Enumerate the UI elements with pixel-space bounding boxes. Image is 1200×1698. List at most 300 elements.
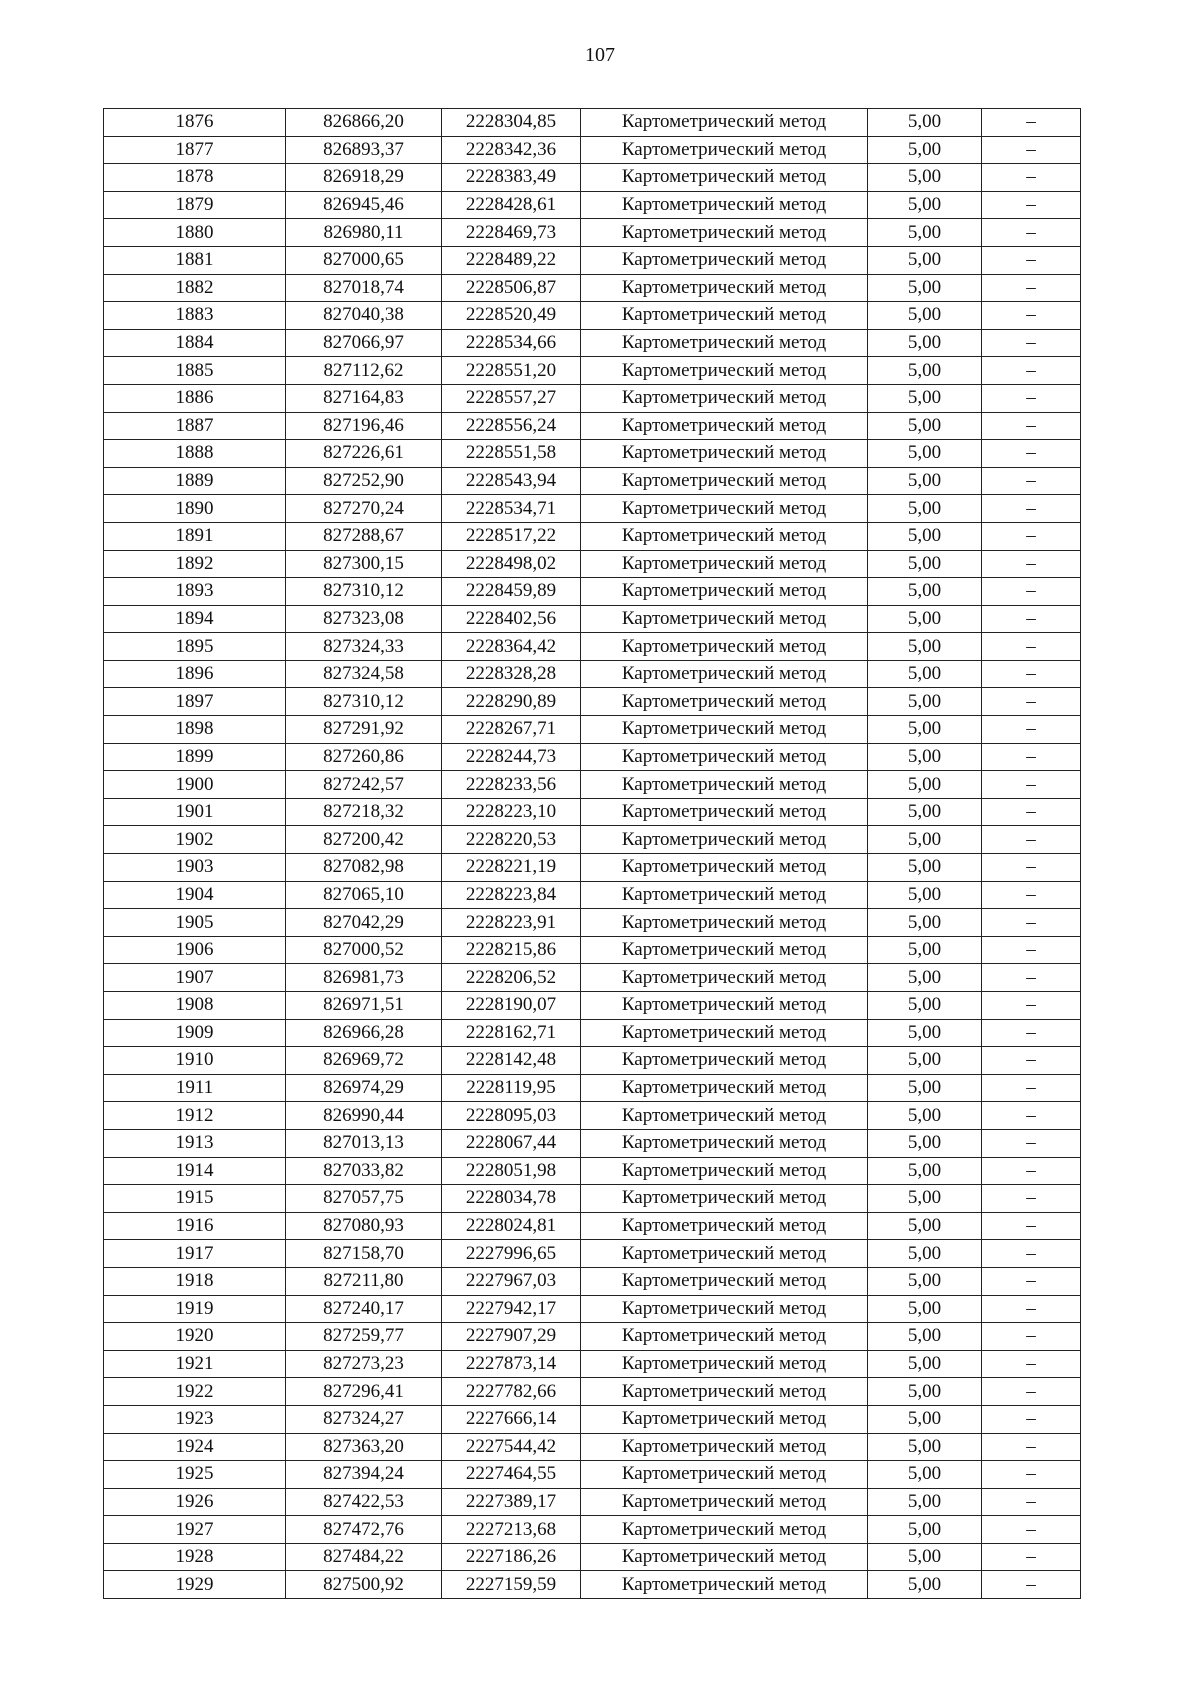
precision-cell: 5,00	[868, 440, 982, 468]
x-coordinate-cell: 827324,27	[286, 1405, 442, 1433]
x-coordinate-cell: 827252,90	[286, 467, 442, 495]
precision-cell: 5,00	[868, 1019, 982, 1047]
y-coordinate-cell: 2227186,26	[442, 1543, 581, 1571]
description-cell: –	[982, 302, 1081, 330]
precision-cell: 5,00	[868, 992, 982, 1020]
point-number-cell: 1922	[104, 1378, 286, 1406]
point-number-cell: 1892	[104, 550, 286, 578]
y-coordinate-cell: 2228142,48	[442, 1047, 581, 1075]
description-cell: –	[982, 798, 1081, 826]
point-number-cell: 1926	[104, 1488, 286, 1516]
y-coordinate-cell: 2228215,86	[442, 936, 581, 964]
point-number-cell: 1883	[104, 302, 286, 330]
description-cell: –	[982, 136, 1081, 164]
description-cell: –	[982, 219, 1081, 247]
y-coordinate-cell: 2228162,71	[442, 1019, 581, 1047]
x-coordinate-cell: 826980,11	[286, 219, 442, 247]
x-coordinate-cell: 826974,29	[286, 1074, 442, 1102]
point-number-cell: 1902	[104, 826, 286, 854]
point-number-cell: 1916	[104, 1212, 286, 1240]
description-cell: –	[982, 578, 1081, 606]
point-number-cell: 1906	[104, 936, 286, 964]
table-row	[104, 384, 1081, 412]
precision-cell: 5,00	[868, 771, 982, 799]
page-number: 107	[585, 44, 615, 66]
point-number-cell: 1914	[104, 1157, 286, 1185]
table-row	[104, 716, 1081, 744]
precision-cell: 5,00	[868, 688, 982, 716]
x-coordinate-cell: 826966,28	[286, 1019, 442, 1047]
x-coordinate-cell: 826990,44	[286, 1102, 442, 1130]
table-row	[104, 798, 1081, 826]
precision-cell: 5,00	[868, 716, 982, 744]
table-row	[104, 1157, 1081, 1185]
description-cell: –	[982, 633, 1081, 661]
y-coordinate-cell: 2227942,17	[442, 1295, 581, 1323]
y-coordinate-cell: 2228095,03	[442, 1102, 581, 1130]
description-cell: –	[982, 1516, 1081, 1544]
point-number-cell: 1880	[104, 219, 286, 247]
table-row	[104, 1543, 1081, 1571]
table-row	[104, 495, 1081, 523]
point-number-cell: 1899	[104, 743, 286, 771]
y-coordinate-cell: 2228223,10	[442, 798, 581, 826]
y-coordinate-cell: 2228517,22	[442, 522, 581, 550]
precision-cell: 5,00	[868, 495, 982, 523]
x-coordinate-cell: 827218,32	[286, 798, 442, 826]
x-coordinate-cell: 827000,52	[286, 936, 442, 964]
precision-cell: 5,00	[868, 329, 982, 357]
point-number-cell: 1910	[104, 1047, 286, 1075]
precision-cell: 5,00	[868, 1267, 982, 1295]
precision-cell: 5,00	[868, 522, 982, 550]
method-cell: Картометрический метод	[581, 1129, 868, 1157]
x-coordinate-cell: 827200,42	[286, 826, 442, 854]
y-coordinate-cell: 2228428,61	[442, 191, 581, 219]
description-cell: –	[982, 826, 1081, 854]
precision-cell: 5,00	[868, 467, 982, 495]
precision-cell: 5,00	[868, 1240, 982, 1268]
description-cell: –	[982, 1488, 1081, 1516]
y-coordinate-cell: 2227159,59	[442, 1571, 581, 1599]
table-row	[104, 1405, 1081, 1433]
x-coordinate-cell: 827273,23	[286, 1350, 442, 1378]
point-number-cell: 1890	[104, 495, 286, 523]
table-row	[104, 109, 1081, 137]
y-coordinate-cell: 2227873,14	[442, 1350, 581, 1378]
point-number-cell: 1884	[104, 329, 286, 357]
method-cell: Картометрический метод	[581, 1571, 868, 1599]
y-coordinate-cell: 2228221,19	[442, 854, 581, 882]
precision-cell: 5,00	[868, 1212, 982, 1240]
precision-cell: 5,00	[868, 854, 982, 882]
method-cell: Картометрический метод	[581, 440, 868, 468]
method-cell: Картометрический метод	[581, 1240, 868, 1268]
x-coordinate-cell: 827040,38	[286, 302, 442, 330]
y-coordinate-cell: 2228067,44	[442, 1129, 581, 1157]
method-cell: Картометрический метод	[581, 246, 868, 274]
method-cell: Картометрический метод	[581, 1350, 868, 1378]
precision-cell: 5,00	[868, 136, 982, 164]
description-cell: –	[982, 1461, 1081, 1489]
method-cell: Картометрический метод	[581, 881, 868, 909]
table-row	[104, 578, 1081, 606]
method-cell: Картометрический метод	[581, 219, 868, 247]
point-number-cell: 1885	[104, 357, 286, 385]
x-coordinate-cell: 827394,24	[286, 1461, 442, 1489]
description-cell: –	[982, 716, 1081, 744]
description-cell: –	[982, 688, 1081, 716]
y-coordinate-cell: 2228051,98	[442, 1157, 581, 1185]
precision-cell: 5,00	[868, 357, 982, 385]
table-row	[104, 136, 1081, 164]
table-row	[104, 1240, 1081, 1268]
method-cell: Картометрический метод	[581, 1543, 868, 1571]
precision-cell: 5,00	[868, 936, 982, 964]
x-coordinate-cell: 826866,20	[286, 109, 442, 137]
table-row	[104, 1267, 1081, 1295]
method-cell: Картометрический метод	[581, 964, 868, 992]
precision-cell: 5,00	[868, 1543, 982, 1571]
point-number-cell: 1895	[104, 633, 286, 661]
point-number-cell: 1896	[104, 660, 286, 688]
table-row	[104, 1378, 1081, 1406]
precision-cell: 5,00	[868, 1157, 982, 1185]
x-coordinate-cell: 827158,70	[286, 1240, 442, 1268]
x-coordinate-cell: 826918,29	[286, 164, 442, 192]
x-coordinate-cell: 827042,29	[286, 909, 442, 937]
description-cell: –	[982, 1543, 1081, 1571]
point-number-cell: 1877	[104, 136, 286, 164]
method-cell: Картометрический метод	[581, 936, 868, 964]
description-cell: –	[982, 936, 1081, 964]
table-row	[104, 660, 1081, 688]
y-coordinate-cell: 2228233,56	[442, 771, 581, 799]
table-row	[104, 633, 1081, 661]
table-row	[104, 357, 1081, 385]
method-cell: Картометрический метод	[581, 1267, 868, 1295]
precision-cell: 5,00	[868, 826, 982, 854]
method-cell: Картометрический метод	[581, 384, 868, 412]
y-coordinate-cell: 2228534,71	[442, 495, 581, 523]
method-cell: Картометрический метод	[581, 771, 868, 799]
x-coordinate-cell: 827472,76	[286, 1516, 442, 1544]
point-number-cell: 1889	[104, 467, 286, 495]
y-coordinate-cell: 2228119,95	[442, 1074, 581, 1102]
precision-cell: 5,00	[868, 1185, 982, 1213]
table-row	[104, 1102, 1081, 1130]
description-cell: –	[982, 357, 1081, 385]
description-cell: –	[982, 467, 1081, 495]
x-coordinate-cell: 827324,58	[286, 660, 442, 688]
y-coordinate-cell: 2228506,87	[442, 274, 581, 302]
y-coordinate-cell: 2227666,14	[442, 1405, 581, 1433]
method-cell: Картометрический метод	[581, 1157, 868, 1185]
method-cell: Картометрический метод	[581, 1433, 868, 1461]
y-coordinate-cell: 2228402,56	[442, 605, 581, 633]
precision-cell: 5,00	[868, 1074, 982, 1102]
precision-cell: 5,00	[868, 302, 982, 330]
point-number-cell: 1879	[104, 191, 286, 219]
table-row	[104, 1571, 1081, 1599]
point-number-cell: 1881	[104, 246, 286, 274]
y-coordinate-cell: 2227967,03	[442, 1267, 581, 1295]
description-cell: –	[982, 1323, 1081, 1351]
point-number-cell: 1924	[104, 1433, 286, 1461]
description-cell: –	[982, 1157, 1081, 1185]
x-coordinate-cell: 827000,65	[286, 246, 442, 274]
method-cell: Картометрический метод	[581, 854, 868, 882]
coordinates-table	[103, 108, 1081, 1599]
x-coordinate-cell: 827288,67	[286, 522, 442, 550]
y-coordinate-cell: 2228290,89	[442, 688, 581, 716]
precision-cell: 5,00	[868, 412, 982, 440]
point-number-cell: 1928	[104, 1543, 286, 1571]
table-row	[104, 1295, 1081, 1323]
y-coordinate-cell: 2227213,68	[442, 1516, 581, 1544]
table-row	[104, 1323, 1081, 1351]
table-row	[104, 219, 1081, 247]
precision-cell: 5,00	[868, 578, 982, 606]
y-coordinate-cell: 2228267,71	[442, 716, 581, 744]
method-cell: Картометрический метод	[581, 1185, 868, 1213]
table-row	[104, 743, 1081, 771]
x-coordinate-cell: 827422,53	[286, 1488, 442, 1516]
x-coordinate-cell: 827310,12	[286, 578, 442, 606]
point-number-cell: 1893	[104, 578, 286, 606]
point-number-cell: 1904	[104, 881, 286, 909]
x-coordinate-cell: 827018,74	[286, 274, 442, 302]
table-row	[104, 964, 1081, 992]
description-cell: –	[982, 440, 1081, 468]
x-coordinate-cell: 827226,61	[286, 440, 442, 468]
table-row	[104, 329, 1081, 357]
method-cell: Картометрический метод	[581, 1516, 868, 1544]
description-cell: –	[982, 1295, 1081, 1323]
x-coordinate-cell: 827310,12	[286, 688, 442, 716]
point-number-cell: 1918	[104, 1267, 286, 1295]
precision-cell: 5,00	[868, 798, 982, 826]
table-row	[104, 1461, 1081, 1489]
x-coordinate-cell: 827260,86	[286, 743, 442, 771]
point-number-cell: 1905	[104, 909, 286, 937]
method-cell: Картометрический метод	[581, 992, 868, 1020]
coordinates-table-body	[104, 109, 1081, 1599]
point-number-cell: 1920	[104, 1323, 286, 1351]
description-cell: –	[982, 660, 1081, 688]
description-cell: –	[982, 1240, 1081, 1268]
precision-cell: 5,00	[868, 1488, 982, 1516]
x-coordinate-cell: 827323,08	[286, 605, 442, 633]
method-cell: Картометрический метод	[581, 1378, 868, 1406]
x-coordinate-cell: 827196,46	[286, 412, 442, 440]
table-row	[104, 246, 1081, 274]
description-cell: –	[982, 1129, 1081, 1157]
precision-cell: 5,00	[868, 219, 982, 247]
table-row	[104, 412, 1081, 440]
precision-cell: 5,00	[868, 1405, 982, 1433]
description-cell: –	[982, 1074, 1081, 1102]
method-cell: Картометрический метод	[581, 1019, 868, 1047]
table-row	[104, 909, 1081, 937]
description-cell: –	[982, 1019, 1081, 1047]
point-number-cell: 1891	[104, 522, 286, 550]
point-number-cell: 1927	[104, 1516, 286, 1544]
precision-cell: 5,00	[868, 1516, 982, 1544]
point-number-cell: 1903	[104, 854, 286, 882]
table-row	[104, 1047, 1081, 1075]
point-number-cell: 1898	[104, 716, 286, 744]
x-coordinate-cell: 827066,97	[286, 329, 442, 357]
precision-cell: 5,00	[868, 191, 982, 219]
method-cell: Картометрический метод	[581, 716, 868, 744]
method-cell: Картометрический метод	[581, 357, 868, 385]
description-cell: –	[982, 854, 1081, 882]
x-coordinate-cell: 827500,92	[286, 1571, 442, 1599]
precision-cell: 5,00	[868, 550, 982, 578]
point-number-cell: 1908	[104, 992, 286, 1020]
description-cell: –	[982, 329, 1081, 357]
description-cell: –	[982, 191, 1081, 219]
y-coordinate-cell: 2228383,49	[442, 164, 581, 192]
description-cell: –	[982, 384, 1081, 412]
x-coordinate-cell: 827242,57	[286, 771, 442, 799]
point-number-cell: 1882	[104, 274, 286, 302]
x-coordinate-cell: 827013,13	[286, 1129, 442, 1157]
description-cell: –	[982, 246, 1081, 274]
y-coordinate-cell: 2228190,07	[442, 992, 581, 1020]
description-cell: –	[982, 1378, 1081, 1406]
point-number-cell: 1894	[104, 605, 286, 633]
x-coordinate-cell: 827259,77	[286, 1323, 442, 1351]
precision-cell: 5,00	[868, 1378, 982, 1406]
y-coordinate-cell: 2228223,84	[442, 881, 581, 909]
method-cell: Картометрический метод	[581, 1461, 868, 1489]
x-coordinate-cell: 827291,92	[286, 716, 442, 744]
description-cell: –	[982, 495, 1081, 523]
x-coordinate-cell: 827164,83	[286, 384, 442, 412]
y-coordinate-cell: 2228220,53	[442, 826, 581, 854]
x-coordinate-cell: 826969,72	[286, 1047, 442, 1075]
description-cell: –	[982, 1212, 1081, 1240]
y-coordinate-cell: 2228534,66	[442, 329, 581, 357]
precision-cell: 5,00	[868, 1129, 982, 1157]
table-row	[104, 1129, 1081, 1157]
point-number-cell: 1876	[104, 109, 286, 137]
table-row	[104, 1350, 1081, 1378]
table-row	[104, 164, 1081, 192]
x-coordinate-cell: 827065,10	[286, 881, 442, 909]
y-coordinate-cell: 2228304,85	[442, 109, 581, 137]
y-coordinate-cell: 2227389,17	[442, 1488, 581, 1516]
description-cell: –	[982, 550, 1081, 578]
description-cell: –	[982, 909, 1081, 937]
y-coordinate-cell: 2228551,20	[442, 357, 581, 385]
method-cell: Картометрический метод	[581, 605, 868, 633]
x-coordinate-cell: 826893,37	[286, 136, 442, 164]
precision-cell: 5,00	[868, 274, 982, 302]
table-row	[104, 688, 1081, 716]
y-coordinate-cell: 2228206,52	[442, 964, 581, 992]
x-coordinate-cell: 827057,75	[286, 1185, 442, 1213]
x-coordinate-cell: 827363,20	[286, 1433, 442, 1461]
point-number-cell: 1921	[104, 1350, 286, 1378]
method-cell: Картометрический метод	[581, 1212, 868, 1240]
point-number-cell: 1919	[104, 1295, 286, 1323]
description-cell: –	[982, 1047, 1081, 1075]
method-cell: Картометрический метод	[581, 633, 868, 661]
method-cell: Картометрический метод	[581, 1102, 868, 1130]
point-number-cell: 1915	[104, 1185, 286, 1213]
x-coordinate-cell: 827080,93	[286, 1212, 442, 1240]
description-cell: –	[982, 412, 1081, 440]
x-coordinate-cell: 827082,98	[286, 854, 442, 882]
x-coordinate-cell: 827296,41	[286, 1378, 442, 1406]
point-number-cell: 1909	[104, 1019, 286, 1047]
description-cell: –	[982, 274, 1081, 302]
precision-cell: 5,00	[868, 1047, 982, 1075]
y-coordinate-cell: 2228520,49	[442, 302, 581, 330]
x-coordinate-cell: 827300,15	[286, 550, 442, 578]
table-row	[104, 826, 1081, 854]
method-cell: Картометрический метод	[581, 798, 868, 826]
point-number-cell: 1886	[104, 384, 286, 412]
description-cell: –	[982, 522, 1081, 550]
table-row	[104, 1212, 1081, 1240]
point-number-cell: 1900	[104, 771, 286, 799]
description-cell: –	[982, 1405, 1081, 1433]
y-coordinate-cell: 2228498,02	[442, 550, 581, 578]
method-cell: Картометрический метод	[581, 688, 868, 716]
description-cell: –	[982, 881, 1081, 909]
y-coordinate-cell: 2228342,36	[442, 136, 581, 164]
method-cell: Картометрический метод	[581, 522, 868, 550]
table-row	[104, 1185, 1081, 1213]
description-cell: –	[982, 1185, 1081, 1213]
point-number-cell: 1917	[104, 1240, 286, 1268]
x-coordinate-cell: 826945,46	[286, 191, 442, 219]
method-cell: Картометрический метод	[581, 826, 868, 854]
point-number-cell: 1878	[104, 164, 286, 192]
precision-cell: 5,00	[868, 384, 982, 412]
precision-cell: 5,00	[868, 164, 982, 192]
precision-cell: 5,00	[868, 743, 982, 771]
precision-cell: 5,00	[868, 109, 982, 137]
point-number-cell: 1912	[104, 1102, 286, 1130]
method-cell: Картометрический метод	[581, 329, 868, 357]
point-number-cell: 1887	[104, 412, 286, 440]
y-coordinate-cell: 2228034,78	[442, 1185, 581, 1213]
y-coordinate-cell: 2228223,91	[442, 909, 581, 937]
x-coordinate-cell: 827484,22	[286, 1543, 442, 1571]
method-cell: Картометрический метод	[581, 743, 868, 771]
x-coordinate-cell: 827240,17	[286, 1295, 442, 1323]
y-coordinate-cell: 2228328,28	[442, 660, 581, 688]
point-number-cell: 1923	[104, 1405, 286, 1433]
table-row	[104, 1074, 1081, 1102]
table-row	[104, 1516, 1081, 1544]
precision-cell: 5,00	[868, 881, 982, 909]
precision-cell: 5,00	[868, 605, 982, 633]
precision-cell: 5,00	[868, 660, 982, 688]
method-cell: Картометрический метод	[581, 109, 868, 137]
y-coordinate-cell: 2228364,42	[442, 633, 581, 661]
point-number-cell: 1897	[104, 688, 286, 716]
method-cell: Картометрический метод	[581, 136, 868, 164]
description-cell: –	[982, 1267, 1081, 1295]
point-number-cell: 1929	[104, 1571, 286, 1599]
method-cell: Картометрический метод	[581, 1074, 868, 1102]
